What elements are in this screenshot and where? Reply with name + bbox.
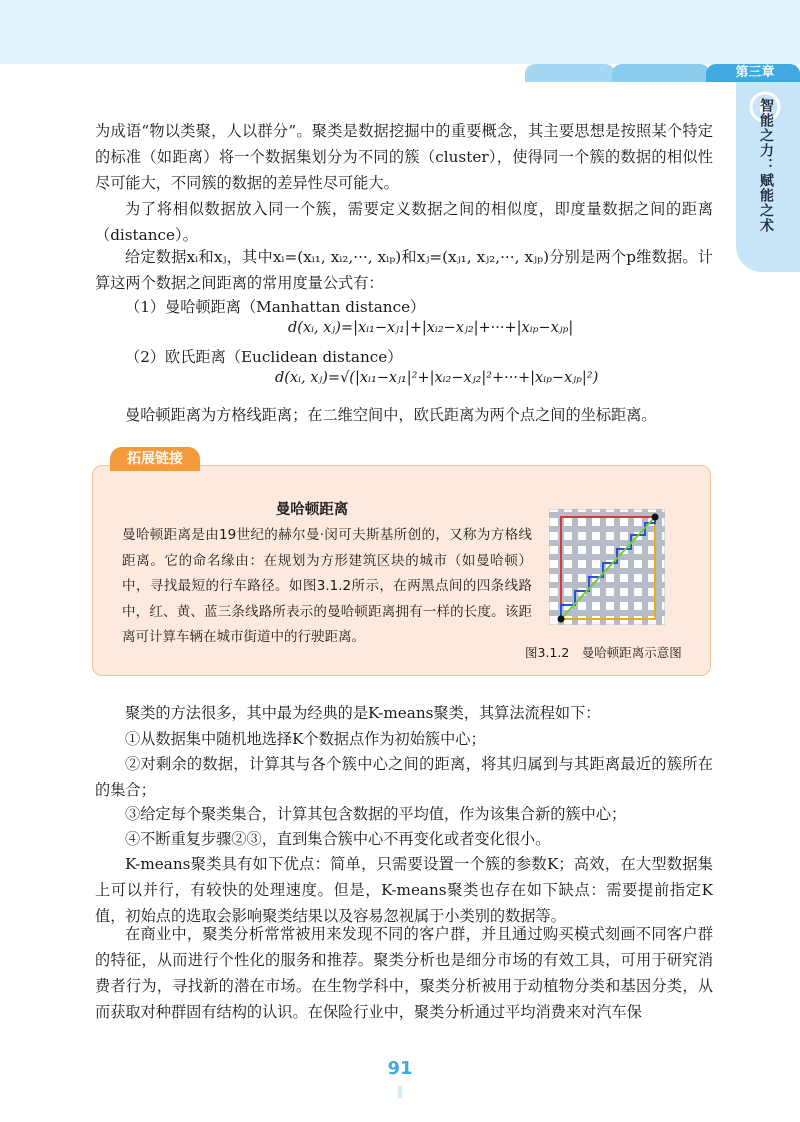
- chapter-label: 第三章: [735, 65, 775, 80]
- end-point: [652, 514, 659, 521]
- header-tab-1: [525, 64, 615, 82]
- paragraph-distance: 为了将相似数据放入同一个簇，需要定义数据之间的相似度，即度量数据之间的距离（distance）。: [95, 200, 713, 244]
- heading-manhattan: （1）曼哈顿距离（Manhattan distance）: [125, 298, 426, 316]
- side-title: 智能之力：赋能之术: [758, 98, 774, 233]
- header-tab-2: [612, 64, 710, 82]
- extension-tab: 拓展链接: [110, 447, 200, 471]
- box-text: 曼哈顿距离是由19世纪的赫尔曼·闵可夫斯基所创的，又称为方格线距离。它的命名缘由：在规划为方形建筑区块的城市（如曼哈顿）中，寻找最短的行车路径。如图3.1.2所示，在两黑点间的四条线路中，红、黄、蓝三条线路所表示的曼哈顿距离拥有一样的长度。该距离可计算车辆在城市街道中的行驶距离。: [122, 527, 532, 645]
- figure-caption: 图3.1.2 曼哈顿距离示意图: [525, 645, 682, 660]
- start-point: [558, 616, 565, 623]
- box-title: 曼哈顿距离: [275, 502, 349, 518]
- paragraph-applications: 在商业中，聚类分析常常被用来发现不同的客户群，并且通过购买模式刻画不同客户群的特征，从而进行个性化的服务和推荐。聚类分析也是细分市场的有效工具，可用于研究消费者行为，寻找新的潜在市场。在生物学科中，聚类分析被用于动植物分类和基因分类，从而获取对种群固有结构的认识。在保险行业中，聚类分析通过平均消费来对汽车保: [95, 925, 713, 1021]
- step-1: ①从数据集中随机地选择K个数据点作为初始簇中心；: [125, 730, 486, 748]
- paragraph-intro: 为成语“物以类聚，人以群分”。聚类是数据挖掘中的重要概念，其主要思想是按照某个特定的标准（如距离）将一个数据集划分为不同的簇（cluster），使得同一个簇的数据的相似性尽可能大，不同簇的数据的差异性尽可能大。: [95, 122, 713, 192]
- step-3: ③给定每个聚类集合，计算其包含数据的平均值，作为该集合新的簇中心；: [125, 805, 627, 823]
- paragraph-summary: 曼哈顿距离为方格线距离；在二维空间中，欧氏距离为两个点之间的坐标距离。: [125, 406, 657, 424]
- formula-manhattan: d(xᵢ, xⱼ)=|xᵢ₁−xⱼ₁|+|xᵢ₂−xⱼ₂|+···+|xᵢₚ−xⱼₚ|: [288, 320, 574, 336]
- page-number-bar: [398, 1086, 402, 1098]
- page-number: 91: [387, 1058, 413, 1079]
- paragraph-given-data: 给定数据xᵢ和xⱼ，其中xᵢ=(xᵢ₁, xᵢ₂,···, xᵢₚ)和xⱼ=(xⱼ₁, xⱼ₂,···, xⱼₚ)分别是两个p维数据。计算这两个数据之间距离的常用度量公式有：: [95, 248, 713, 292]
- paragraph-kmeans-intro: 聚类的方法很多，其中最为经典的是K-means聚类，其算法流程如下：: [125, 704, 601, 722]
- manhattan-grid-figure: [549, 509, 665, 625]
- top-band: [0, 0, 800, 64]
- formula-euclidean: d(xᵢ, xⱼ)=√(|xᵢ₁−xⱼ₁|²+|xᵢ₂−xⱼ₂|²+···+|xᵢₚ−xⱼₚ|²): [275, 370, 599, 386]
- heading-euclidean: （2）欧氏距离（Euclidean distance）: [125, 348, 403, 366]
- step-4: ④不断重复步骤②③，直到集合簇中心不再变化或者变化很小。: [125, 830, 551, 848]
- paragraph-kmeans-pros-cons: K-means聚类具有如下优点：简单，只需要设置一个簇的参数K；高效，在大型数据集上可以并行，有较快的处理速度。但是，K-means聚类也存在如下缺点：需要提前指定K值，初始点的选取会影响聚类结果以及容易忽视属于小类别的数据等。: [95, 855, 713, 925]
- step-2: ②对剩余的数据，计算其与各个簇中心之间的距离，将其归属到与其距离最近的簇所在的集合；: [95, 755, 713, 799]
